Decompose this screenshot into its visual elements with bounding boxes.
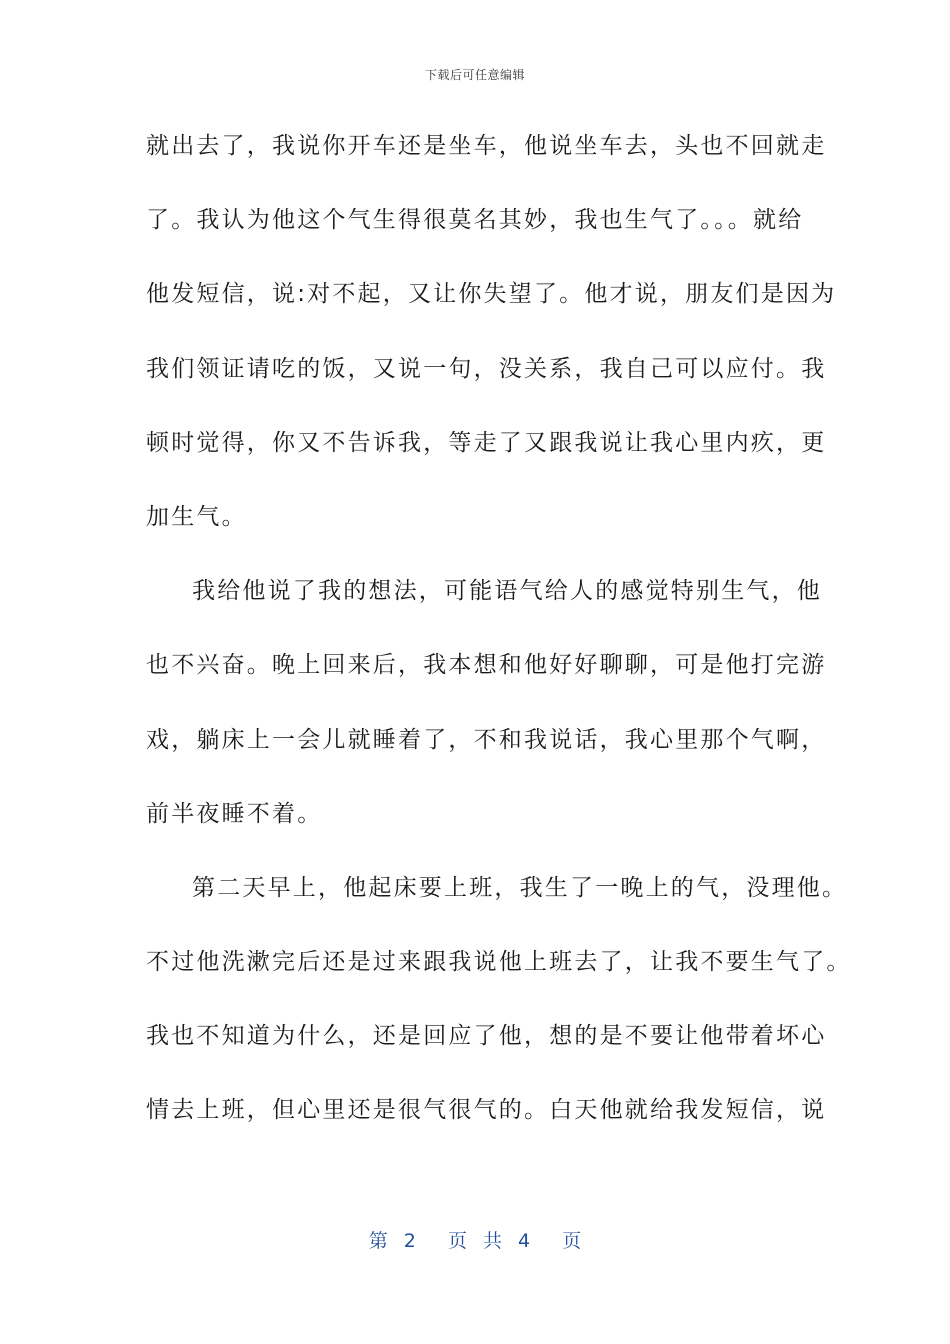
text-line-14: 情去上班，但心里还是很气很气的。白天他就给我发短信，说 (146, 1097, 827, 1124)
text-line-11: 第二天早上，他起床要上班，我生了一晚上的气，没理他。 (192, 874, 848, 901)
text-line-13: 我也不知道为什么，还是回应了他，想的是不要让他带着坏心 (146, 1023, 827, 1050)
text-line-12: 不过他洗漱完后还是过来跟我说他上班去了，让我不要生气了。 (146, 949, 852, 976)
page-footer (0, 1226, 950, 1253)
page-header: 下载后可任意编辑 (424, 68, 525, 82)
text-line-9: 戏，躺床上一会儿就睡着了，不和我说话，我心里那个气啊， (146, 726, 827, 753)
text-line-5: 顿时觉得，你又不告诉我，等走了又跟我说让我心里内疚，更 (146, 429, 827, 456)
text-line-6: 加生气。 (146, 503, 247, 530)
text-line-1: 就出去了，我说你开车还是坐车，他说坐车去，头也不回就走 (146, 133, 827, 159)
text-line-3: 他发短信，说:对不起，又让你失望了。他才说，朋友们是因为 (146, 281, 837, 308)
text-line-4: 我们领证请吃的饭，又说一句，没关系，我自己可以应付。我 (146, 355, 827, 382)
text-line-7: 我给他说了我的想法，可能语气给人的感觉特别生气，他 (192, 578, 822, 605)
text-line-2: 了。我认为他这个气生得很莫名其妙，我也生气了。。。就给 (146, 207, 804, 234)
text-line-8: 也不兴奋。晚上回来后，我本想和他好好聊聊，可是他打完游 (146, 652, 827, 679)
document-body (146, 126, 852, 1165)
page-number: 第 2 页 共 4 页 (368, 1230, 582, 1252)
text-line-10: 前半夜睡不着。 (146, 800, 323, 827)
